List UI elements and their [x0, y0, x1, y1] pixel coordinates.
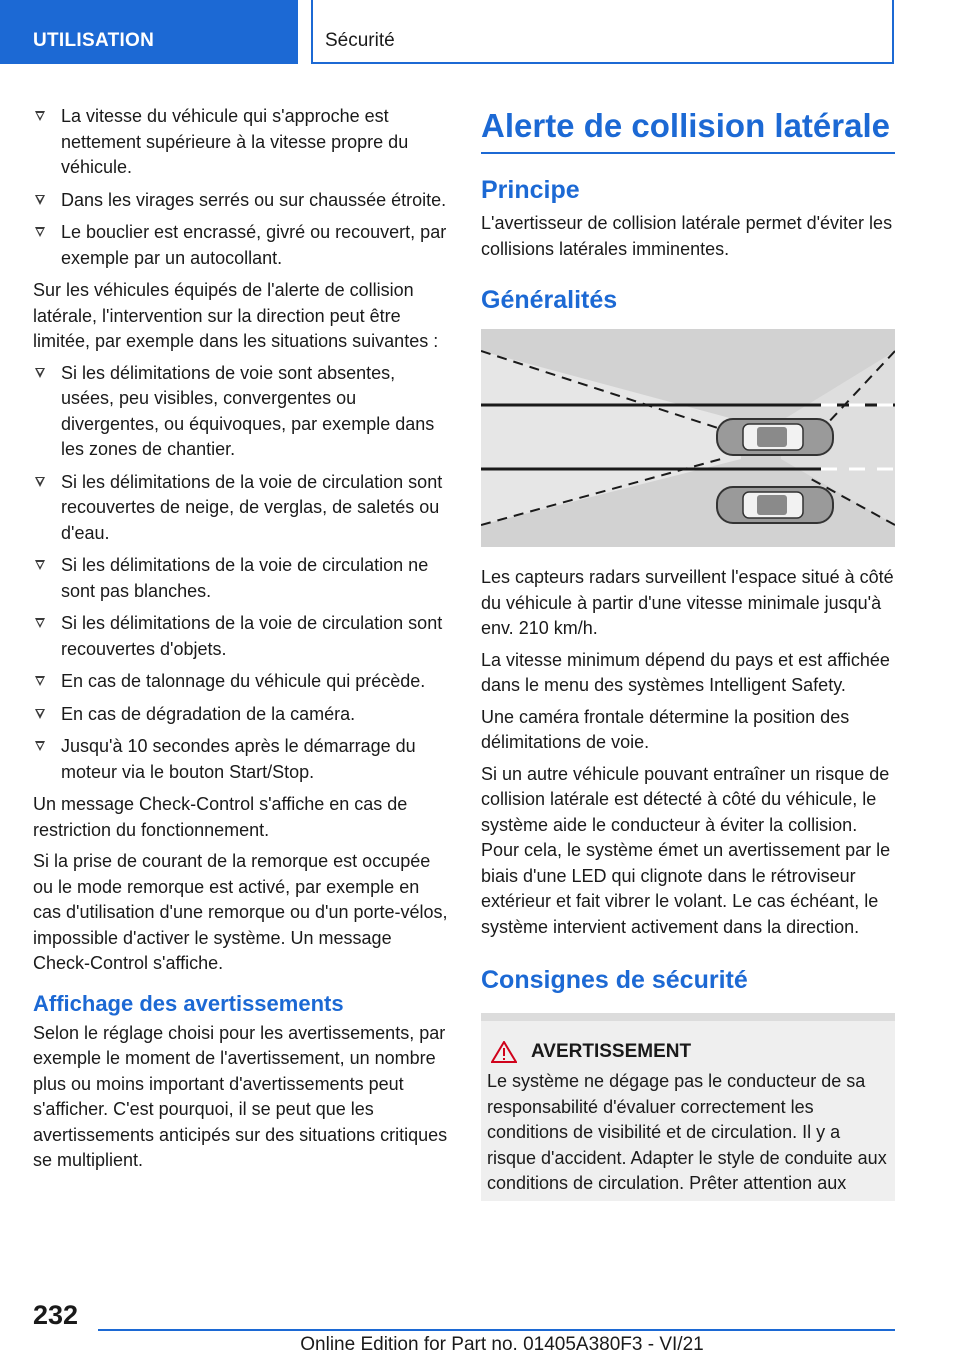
footer-edition: Online Edition for Part no. 01405A380F3 - VI/21 [300, 1334, 704, 1355]
list-item: En cas de talonnage du véhicule qui précède. [33, 669, 451, 695]
paragraph: Sur les véhicules équipés de l'alerte de collision latérale, l'intervention sur la direction peut être limitée, par exemple dans les situations suivantes : [33, 280, 439, 351]
warning-triangle-icon [491, 1041, 517, 1063]
triangle-bullet-icon [35, 227, 45, 237]
heading-generalites: Généralités [481, 286, 618, 314]
list-item: En cas de dégradation de la caméra. [33, 702, 451, 728]
footer-divider [98, 1329, 895, 1331]
warning-title: AVERTISSEMENT [531, 1041, 692, 1062]
paragraph: Si la prise de courant de la remorque est occupée ou le mode remorque est activé, par exemple en cas d'utilisation d'une remorque ou d'un porte-vélos, impossible d'activer le système. Un message Check-Control s'affiche. [33, 851, 448, 973]
paragraph: La vitesse minimum dépend du pays et est affichée dans le menu des systèmes Intelligent Safety. [481, 649, 890, 695]
triangle-bullet-icon [35, 676, 45, 686]
paragraph: Une caméra frontale détermine la position des délimitations de voie. [481, 706, 850, 752]
right-column [481, 106, 895, 1201]
list-item: Si les délimitations de la voie de circulation ne sont pas blanches. [33, 553, 451, 604]
list-item: Si les délimitations de la voie de circulation sont recouvertes de neige, de verglas, de saletés ou d'eau. [33, 470, 451, 547]
list-item: Le bouclier est encrassé, givré ou recouvert, par exemple par un autocollant. [33, 220, 451, 271]
section-heading-warnings: Affichage des avertissements [33, 990, 344, 1016]
side-collision-diagram [481, 329, 895, 547]
warning-box [481, 1013, 895, 1201]
heading-principe: Principe [481, 176, 580, 204]
list-item: La vitesse du véhicule qui s'approche est nettement supérieure à la vitesse propre du véhicule. [33, 104, 451, 181]
warning-text: Le système ne dégage pas le conducteur de sa responsabilité d'évaluer correctement les conditions de visibilité et de circulation. Il y a risque d'accident. Adapter le style de conduite aux conditions de circulation. Prêter attention aux [487, 1071, 887, 1193]
adjacent-car [717, 487, 833, 523]
triangle-bullet-icon [35, 195, 45, 205]
heading-safety: Consignes de sécurité [481, 966, 748, 994]
triangle-bullet-icon [35, 741, 45, 751]
list-item: Si les délimitations de la voie de circulation sont recouvertes d'objets. [33, 611, 451, 662]
triangle-bullet-icon [35, 618, 45, 628]
paragraph: Un message Check-Control s'affiche en cas de restriction du fonctionnement. [33, 794, 408, 840]
ego-car [717, 419, 833, 455]
list-item: Dans les virages serrés ou sur chaussée étroite. [33, 188, 451, 214]
triangle-bullet-icon [35, 477, 45, 487]
page-title: Alerte de collision latérale [481, 106, 895, 154]
bullet-list-limitations [33, 361, 451, 786]
paragraph: Les capteurs radars surveillent l'espace situé à côté du véhicule à partir d'une vitesse minimale jusqu'à env. 210 km/h. [481, 567, 894, 638]
triangle-bullet-icon [35, 111, 45, 121]
lane-diagram-figure [481, 329, 895, 547]
triangle-bullet-icon [35, 560, 45, 570]
triangle-bullet-icon [35, 709, 45, 719]
warning-header [487, 1041, 889, 1063]
page-number: 232 [33, 1300, 79, 1330]
section-tab [0, 0, 298, 64]
chapter-header [311, 0, 894, 64]
left-column [33, 104, 451, 1180]
paragraph: Selon le réglage choisi pour les avertissements, par exemple le moment de l'avertissement, un nombre plus ou moins important d'avertissements peut s'afficher. C'est pourquoi, il se peut que les avertissements anticipés sur des situations critiques se multiplient. [33, 1022, 448, 1170]
list-item: Si les délimitations de voie sont absentes, usées, peu visibles, convergentes ou divergentes, ou équivoques, par exemple dans les zones de chantier. [33, 361, 451, 463]
list-item: Jusqu'à 10 secondes après le démarrage du moteur via le bouton Start/Stop. [33, 734, 451, 785]
section-label: UTILISATION [33, 30, 155, 51]
chapter-title: Sécurité [325, 30, 395, 51]
bullet-list-conditions [33, 104, 451, 271]
paragraph: Si un autre véhicule pouvant entraîner un risque de collision latérale est détecté à côté du véhicule, le système aide le conducteur à éviter la collision. Pour cela, le système émet un avertissement par le biais d'une LED qui clignote dans le rétroviseur extérieur et fait vibrer le volant. Le cas échéant, le système intervient activement dans la direction. [481, 763, 891, 937]
paragraph: L'avertisseur de collision latérale permet d'éviter les collisions latérales imminentes. [481, 213, 893, 259]
triangle-bullet-icon [35, 368, 45, 378]
